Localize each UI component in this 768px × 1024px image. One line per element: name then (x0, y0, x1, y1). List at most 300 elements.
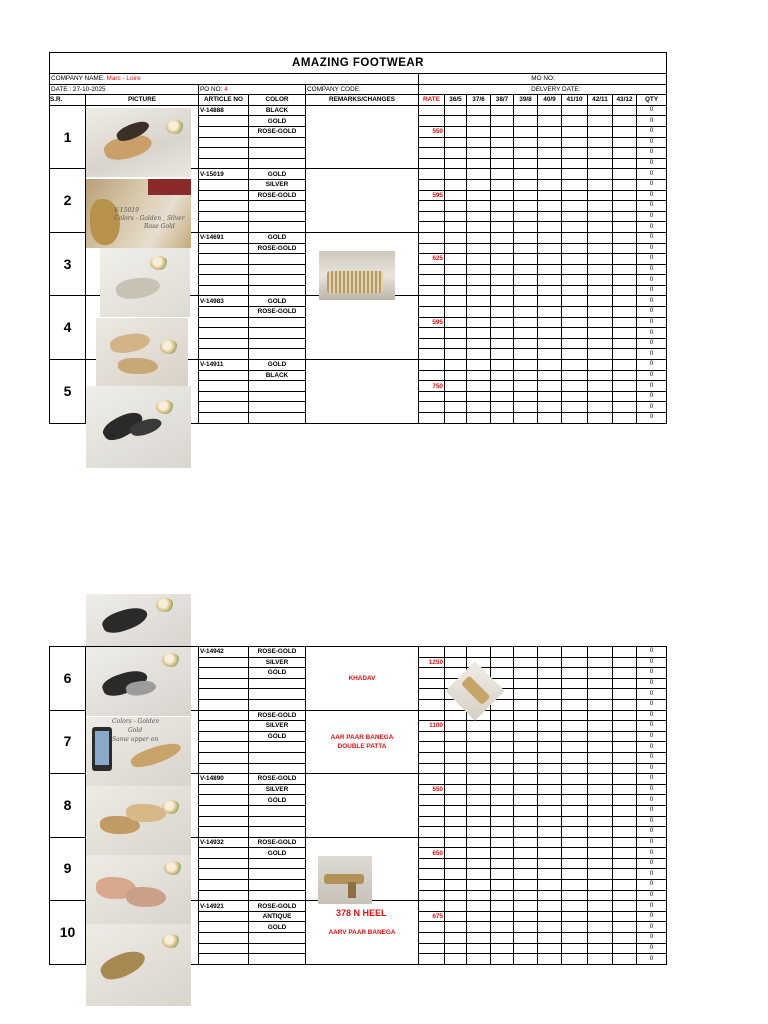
size-qty-input[interactable] (445, 105, 467, 116)
size-qty-input[interactable] (467, 933, 491, 944)
size-qty-input[interactable] (562, 402, 588, 413)
size-qty-input[interactable] (467, 816, 491, 827)
size-qty-input[interactable] (613, 721, 637, 732)
size-qty-input[interactable] (514, 222, 538, 233)
size-qty-input[interactable] (514, 784, 538, 795)
size-qty-input[interactable] (467, 243, 491, 254)
size-qty-input[interactable] (613, 837, 637, 848)
size-qty-input[interactable] (491, 275, 514, 286)
size-qty-input[interactable] (491, 190, 514, 201)
size-qty-input[interactable] (562, 317, 588, 328)
size-qty-input[interactable] (445, 116, 467, 127)
size-qty-input[interactable] (562, 943, 588, 954)
size-qty-input[interactable] (588, 370, 613, 381)
size-qty-input[interactable] (562, 678, 588, 689)
size-qty-input[interactable] (467, 954, 491, 965)
size-qty-input[interactable] (538, 179, 562, 190)
size-qty-input[interactable] (538, 338, 562, 349)
size-qty-input[interactable] (445, 328, 467, 339)
size-qty-input[interactable] (538, 285, 562, 296)
size-qty-input[interactable] (491, 391, 514, 402)
size-qty-input[interactable] (588, 391, 613, 402)
size-qty-input[interactable] (514, 721, 538, 732)
size-qty-input[interactable] (613, 795, 637, 806)
size-qty-input[interactable] (538, 848, 562, 859)
size-qty-input[interactable] (445, 296, 467, 307)
size-qty-input[interactable] (538, 858, 562, 869)
size-qty-input[interactable] (588, 158, 613, 169)
size-qty-input[interactable] (538, 307, 562, 318)
size-qty-input[interactable] (514, 795, 538, 806)
size-qty-input[interactable] (467, 402, 491, 413)
size-qty-input[interactable] (538, 370, 562, 381)
size-qty-input[interactable] (514, 933, 538, 944)
size-qty-input[interactable] (588, 763, 613, 774)
size-qty-input[interactable] (467, 158, 491, 169)
size-qty-input[interactable] (562, 148, 588, 159)
size-qty-input[interactable] (613, 816, 637, 827)
size-qty-input[interactable] (562, 158, 588, 169)
size-qty-input[interactable] (467, 307, 491, 318)
size-qty-input[interactable] (514, 837, 538, 848)
size-qty-input[interactable] (491, 338, 514, 349)
size-qty-input[interactable] (514, 954, 538, 965)
size-qty-input[interactable] (588, 275, 613, 286)
size-qty-input[interactable] (467, 105, 491, 116)
size-qty-input[interactable] (613, 689, 637, 700)
size-qty-input[interactable] (491, 795, 514, 806)
size-qty-input[interactable] (514, 827, 538, 838)
size-qty-input[interactable] (445, 148, 467, 159)
size-qty-input[interactable] (562, 307, 588, 318)
size-qty-input[interactable] (445, 137, 467, 148)
size-qty-input[interactable] (538, 201, 562, 212)
size-qty-input[interactable] (538, 126, 562, 137)
size-qty-input[interactable] (467, 285, 491, 296)
size-qty-input[interactable] (538, 795, 562, 806)
size-qty-input[interactable] (588, 752, 613, 763)
size-qty-input[interactable] (514, 678, 538, 689)
size-qty-input[interactable] (538, 169, 562, 180)
size-qty-input[interactable] (467, 296, 491, 307)
size-qty-input[interactable] (445, 721, 467, 732)
size-qty-input[interactable] (467, 360, 491, 371)
size-qty-input[interactable] (514, 413, 538, 424)
size-qty-input[interactable] (491, 328, 514, 339)
size-qty-input[interactable] (514, 880, 538, 891)
size-qty-input[interactable] (538, 190, 562, 201)
size-qty-input[interactable] (467, 742, 491, 753)
size-qty-input[interactable] (613, 126, 637, 137)
size-qty-input[interactable] (613, 880, 637, 891)
size-qty-input[interactable] (514, 763, 538, 774)
size-qty-input[interactable] (491, 381, 514, 392)
size-qty-input[interactable] (613, 116, 637, 127)
size-qty-input[interactable] (445, 360, 467, 371)
size-qty-input[interactable] (588, 169, 613, 180)
size-qty-input[interactable] (514, 911, 538, 922)
size-qty-input[interactable] (491, 254, 514, 265)
size-qty-input[interactable] (514, 805, 538, 816)
size-qty-input[interactable] (562, 752, 588, 763)
size-qty-input[interactable] (588, 222, 613, 233)
size-qty-input[interactable] (613, 381, 637, 392)
size-qty-input[interactable] (588, 381, 613, 392)
size-qty-input[interactable] (514, 158, 538, 169)
size-qty-input[interactable] (445, 816, 467, 827)
size-qty-input[interactable] (514, 816, 538, 827)
size-qty-input[interactable] (613, 710, 637, 721)
size-qty-input[interactable] (613, 922, 637, 933)
size-qty-input[interactable] (467, 731, 491, 742)
size-qty-input[interactable] (514, 381, 538, 392)
size-qty-input[interactable] (445, 158, 467, 169)
size-qty-input[interactable] (588, 689, 613, 700)
size-qty-input[interactable] (445, 880, 467, 891)
size-qty-input[interactable] (613, 254, 637, 265)
size-qty-input[interactable] (514, 179, 538, 190)
size-qty-input[interactable] (445, 254, 467, 265)
size-qty-input[interactable] (562, 901, 588, 912)
size-qty-input[interactable] (562, 296, 588, 307)
size-qty-input[interactable] (562, 254, 588, 265)
size-qty-input[interactable] (562, 338, 588, 349)
size-qty-input[interactable] (467, 805, 491, 816)
size-qty-input[interactable] (514, 211, 538, 222)
size-qty-input[interactable] (613, 699, 637, 710)
size-qty-input[interactable] (613, 869, 637, 880)
size-qty-input[interactable] (491, 169, 514, 180)
size-qty-input[interactable] (538, 254, 562, 265)
size-qty-input[interactable] (562, 243, 588, 254)
size-qty-input[interactable] (562, 763, 588, 774)
size-qty-input[interactable] (562, 413, 588, 424)
size-qty-input[interactable] (588, 211, 613, 222)
size-qty-input[interactable] (613, 752, 637, 763)
size-qty-input[interactable] (514, 317, 538, 328)
size-qty-input[interactable] (467, 211, 491, 222)
size-qty-input[interactable] (467, 721, 491, 732)
size-qty-input[interactable] (491, 211, 514, 222)
size-qty-input[interactable] (538, 413, 562, 424)
size-qty-input[interactable] (445, 275, 467, 286)
size-qty-input[interactable] (514, 943, 538, 954)
size-qty-input[interactable] (613, 805, 637, 816)
size-qty-input[interactable] (467, 317, 491, 328)
size-qty-input[interactable] (514, 657, 538, 668)
size-qty-input[interactable] (491, 285, 514, 296)
size-qty-input[interactable] (562, 360, 588, 371)
size-qty-input[interactable] (613, 742, 637, 753)
size-qty-input[interactable] (538, 381, 562, 392)
size-qty-input[interactable] (588, 137, 613, 148)
size-qty-input[interactable] (562, 689, 588, 700)
size-qty-input[interactable] (613, 105, 637, 116)
size-qty-input[interactable] (562, 381, 588, 392)
size-qty-input[interactable] (491, 784, 514, 795)
size-qty-input[interactable] (445, 370, 467, 381)
size-qty-input[interactable] (562, 954, 588, 965)
size-qty-input[interactable] (588, 742, 613, 753)
size-qty-input[interactable] (588, 105, 613, 116)
size-qty-input[interactable] (491, 402, 514, 413)
size-qty-input[interactable] (538, 232, 562, 243)
size-qty-input[interactable] (467, 338, 491, 349)
size-qty-input[interactable] (562, 848, 588, 859)
size-qty-input[interactable] (514, 848, 538, 859)
size-qty-input[interactable] (562, 922, 588, 933)
size-qty-input[interactable] (562, 668, 588, 679)
size-qty-input[interactable] (491, 848, 514, 859)
size-qty-input[interactable] (467, 911, 491, 922)
size-qty-input[interactable] (613, 413, 637, 424)
size-qty-input[interactable] (538, 816, 562, 827)
size-qty-input[interactable] (613, 668, 637, 679)
size-qty-input[interactable] (445, 657, 467, 668)
size-qty-input[interactable] (588, 413, 613, 424)
size-qty-input[interactable] (467, 922, 491, 933)
size-qty-input[interactable] (491, 360, 514, 371)
size-qty-input[interactable] (538, 349, 562, 360)
size-qty-input[interactable] (491, 901, 514, 912)
size-qty-input[interactable] (467, 381, 491, 392)
size-qty-input[interactable] (467, 254, 491, 265)
size-qty-input[interactable] (467, 784, 491, 795)
size-qty-input[interactable] (445, 710, 467, 721)
size-qty-input[interactable] (445, 179, 467, 190)
size-qty-input[interactable] (514, 232, 538, 243)
size-qty-input[interactable] (445, 126, 467, 137)
size-qty-input[interactable] (538, 933, 562, 944)
size-qty-input[interactable] (467, 858, 491, 869)
size-qty-input[interactable] (538, 880, 562, 891)
size-qty-input[interactable] (562, 264, 588, 275)
size-qty-input[interactable] (467, 413, 491, 424)
size-qty-input[interactable] (562, 805, 588, 816)
size-qty-input[interactable] (491, 933, 514, 944)
size-qty-input[interactable] (491, 243, 514, 254)
size-qty-input[interactable] (588, 179, 613, 190)
size-qty-input[interactable] (562, 169, 588, 180)
size-qty-input[interactable] (562, 795, 588, 806)
size-qty-input[interactable] (467, 869, 491, 880)
size-qty-input[interactable] (562, 211, 588, 222)
size-qty-input[interactable] (588, 317, 613, 328)
size-qty-input[interactable] (445, 837, 467, 848)
size-qty-input[interactable] (467, 391, 491, 402)
size-qty-input[interactable] (613, 137, 637, 148)
size-qty-input[interactable] (491, 264, 514, 275)
size-qty-input[interactable] (588, 943, 613, 954)
size-qty-input[interactable] (491, 179, 514, 190)
size-qty-input[interactable] (613, 169, 637, 180)
size-qty-input[interactable] (491, 105, 514, 116)
size-qty-input[interactable] (445, 169, 467, 180)
size-qty-input[interactable] (445, 285, 467, 296)
size-qty-input[interactable] (467, 275, 491, 286)
size-qty-input[interactable] (538, 731, 562, 742)
size-qty-input[interactable] (467, 190, 491, 201)
size-qty-input[interactable] (514, 338, 538, 349)
size-qty-input[interactable] (538, 805, 562, 816)
size-qty-input[interactable] (562, 657, 588, 668)
size-qty-input[interactable] (613, 338, 637, 349)
size-qty-input[interactable] (445, 901, 467, 912)
size-qty-input[interactable] (538, 911, 562, 922)
size-qty-input[interactable] (514, 774, 538, 785)
size-qty-input[interactable] (491, 222, 514, 233)
size-qty-input[interactable] (588, 858, 613, 869)
size-qty-input[interactable] (588, 816, 613, 827)
size-qty-input[interactable] (467, 880, 491, 891)
size-qty-input[interactable] (588, 201, 613, 212)
size-qty-input[interactable] (562, 116, 588, 127)
size-qty-input[interactable] (562, 710, 588, 721)
size-qty-input[interactable] (514, 190, 538, 201)
size-qty-input[interactable] (613, 890, 637, 901)
size-qty-input[interactable] (588, 869, 613, 880)
size-qty-input[interactable] (613, 731, 637, 742)
size-qty-input[interactable] (613, 317, 637, 328)
size-qty-input[interactable] (445, 222, 467, 233)
size-qty-input[interactable] (467, 232, 491, 243)
size-qty-input[interactable] (467, 890, 491, 901)
size-qty-input[interactable] (514, 869, 538, 880)
size-qty-input[interactable] (467, 201, 491, 212)
size-qty-input[interactable] (562, 647, 588, 658)
size-qty-input[interactable] (538, 922, 562, 933)
size-qty-input[interactable] (445, 752, 467, 763)
size-qty-input[interactable] (491, 317, 514, 328)
size-qty-input[interactable] (467, 827, 491, 838)
size-qty-input[interactable] (514, 349, 538, 360)
size-qty-input[interactable] (588, 360, 613, 371)
size-qty-input[interactable] (538, 752, 562, 763)
size-qty-input[interactable] (562, 275, 588, 286)
size-qty-input[interactable] (445, 827, 467, 838)
size-qty-input[interactable] (613, 774, 637, 785)
size-qty-input[interactable] (467, 222, 491, 233)
size-qty-input[interactable] (491, 763, 514, 774)
size-qty-input[interactable] (613, 307, 637, 318)
size-qty-input[interactable] (514, 137, 538, 148)
size-qty-input[interactable] (491, 954, 514, 965)
size-qty-input[interactable] (562, 774, 588, 785)
size-qty-input[interactable] (445, 211, 467, 222)
size-qty-input[interactable] (613, 943, 637, 954)
size-qty-input[interactable] (538, 317, 562, 328)
size-qty-input[interactable] (588, 232, 613, 243)
size-qty-input[interactable] (491, 201, 514, 212)
size-qty-input[interactable] (588, 116, 613, 127)
size-qty-input[interactable] (445, 943, 467, 954)
size-qty-input[interactable] (613, 954, 637, 965)
size-qty-input[interactable] (445, 869, 467, 880)
size-qty-input[interactable] (588, 243, 613, 254)
size-qty-input[interactable] (445, 890, 467, 901)
size-qty-input[interactable] (562, 201, 588, 212)
size-qty-input[interactable] (538, 699, 562, 710)
size-qty-input[interactable] (491, 890, 514, 901)
size-qty-input[interactable] (491, 922, 514, 933)
size-qty-input[interactable] (613, 848, 637, 859)
size-qty-input[interactable] (445, 858, 467, 869)
size-qty-input[interactable] (445, 402, 467, 413)
size-qty-input[interactable] (613, 232, 637, 243)
size-qty-input[interactable] (445, 232, 467, 243)
size-qty-input[interactable] (588, 933, 613, 944)
size-qty-input[interactable] (588, 880, 613, 891)
size-qty-input[interactable] (538, 105, 562, 116)
size-qty-input[interactable] (562, 784, 588, 795)
size-qty-input[interactable] (613, 784, 637, 795)
size-qty-input[interactable] (445, 848, 467, 859)
size-qty-input[interactable] (588, 148, 613, 159)
size-qty-input[interactable] (588, 774, 613, 785)
size-qty-input[interactable] (514, 668, 538, 679)
size-qty-input[interactable] (514, 391, 538, 402)
size-qty-input[interactable] (538, 243, 562, 254)
size-qty-input[interactable] (514, 699, 538, 710)
size-qty-input[interactable] (562, 349, 588, 360)
size-qty-input[interactable] (491, 647, 514, 658)
size-qty-input[interactable] (467, 370, 491, 381)
size-qty-input[interactable] (514, 254, 538, 265)
size-qty-input[interactable] (588, 721, 613, 732)
size-qty-input[interactable] (613, 657, 637, 668)
size-qty-input[interactable] (491, 880, 514, 891)
size-qty-input[interactable] (445, 381, 467, 392)
size-qty-input[interactable] (467, 647, 491, 658)
size-qty-input[interactable] (491, 837, 514, 848)
size-qty-input[interactable] (562, 232, 588, 243)
size-qty-input[interactable] (562, 911, 588, 922)
size-qty-input[interactable] (588, 647, 613, 658)
size-qty-input[interactable] (538, 391, 562, 402)
size-qty-input[interactable] (538, 158, 562, 169)
size-qty-input[interactable] (467, 943, 491, 954)
size-qty-input[interactable] (491, 710, 514, 721)
size-qty-input[interactable] (514, 105, 538, 116)
size-qty-input[interactable] (562, 742, 588, 753)
size-qty-input[interactable] (491, 816, 514, 827)
size-qty-input[interactable] (491, 827, 514, 838)
size-qty-input[interactable] (445, 795, 467, 806)
size-qty-input[interactable] (588, 805, 613, 816)
size-qty-input[interactable] (467, 264, 491, 275)
size-qty-input[interactable] (467, 126, 491, 137)
size-qty-input[interactable] (562, 105, 588, 116)
size-qty-input[interactable] (491, 158, 514, 169)
size-qty-input[interactable] (445, 922, 467, 933)
size-qty-input[interactable] (491, 774, 514, 785)
size-qty-input[interactable] (538, 296, 562, 307)
size-qty-input[interactable] (467, 137, 491, 148)
size-qty-input[interactable] (588, 126, 613, 137)
size-qty-input[interactable] (588, 296, 613, 307)
size-qty-input[interactable] (467, 837, 491, 848)
size-qty-input[interactable] (467, 349, 491, 360)
size-qty-input[interactable] (445, 190, 467, 201)
size-qty-input[interactable] (613, 827, 637, 838)
size-qty-input[interactable] (491, 943, 514, 954)
size-qty-input[interactable] (445, 349, 467, 360)
size-qty-input[interactable] (562, 731, 588, 742)
size-qty-input[interactable] (538, 954, 562, 965)
size-qty-input[interactable] (588, 911, 613, 922)
size-qty-input[interactable] (514, 307, 538, 318)
size-qty-input[interactable] (538, 116, 562, 127)
